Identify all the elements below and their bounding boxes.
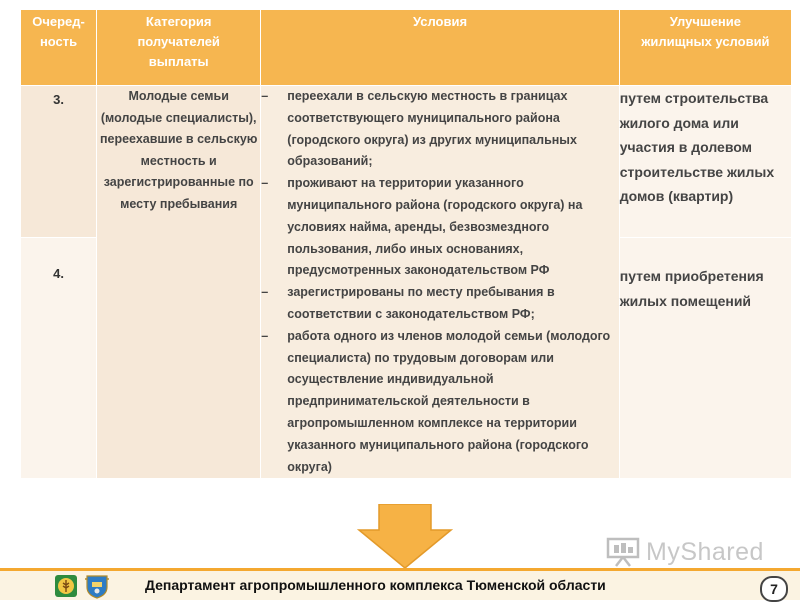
watermark-text: MyShared bbox=[646, 537, 764, 566]
header-category bbox=[97, 10, 261, 86]
header-conditions-text: Условия bbox=[412, 14, 468, 29]
region-coat-of-arms-icon bbox=[83, 573, 111, 599]
improvement-row-4: путем приобретения жилых помещений bbox=[619, 238, 791, 479]
condition-bullet: – bbox=[261, 89, 269, 103]
presentation-board-icon bbox=[606, 537, 640, 567]
improvement-row-3: путем строительства жилого дома или участия в долевом строительстве жилых домов (квартир) bbox=[619, 86, 791, 238]
page-number: 7 bbox=[760, 576, 788, 602]
table-header-row bbox=[21, 10, 792, 86]
category-text: Молодые семьи (молодые специалисты), переехавшие в сельскую местность и зарегистрированные по месту пребывания bbox=[99, 89, 258, 211]
condition-item bbox=[261, 326, 618, 479]
header-improvement-text: Улучшение жилищных условий bbox=[641, 14, 770, 49]
row-4-number: 4. bbox=[21, 238, 97, 479]
condition-text: работа одного из членов молодой семьи (молодого специалиста) по трудовым договорам или осуществление индивидуальной предпринимательской деятельности в агропромышленном комплексе на территории указанного муниципального района (городского округа) bbox=[287, 328, 611, 474]
condition-text: переехали в сельскую местность в границах соответствующего муниципального района (городского округа) из других муниципальных образований; bbox=[287, 89, 577, 169]
down-arrow-icon bbox=[357, 504, 453, 570]
header-conditions bbox=[261, 10, 619, 86]
footer-department: Департамент агропромышленного комплекса Тюменской области bbox=[145, 577, 606, 593]
condition-item bbox=[261, 173, 618, 282]
condition-bullet: – bbox=[261, 328, 269, 343]
header-order bbox=[21, 10, 97, 86]
condition-text: зарегистрированы по месту пребывания в соответствии с законодательством РФ; bbox=[287, 285, 555, 321]
condition-bullet: – bbox=[261, 285, 269, 300]
header-category-text: Категория получателей выплаты bbox=[137, 14, 220, 69]
recipients-table bbox=[20, 9, 792, 479]
header-order-text: Очеред- ность bbox=[32, 14, 85, 49]
table-row-3 bbox=[21, 86, 792, 238]
category-cell bbox=[97, 86, 261, 479]
row-3-number: 3. bbox=[21, 86, 97, 238]
condition-item bbox=[261, 282, 618, 326]
condition-item bbox=[261, 86, 618, 173]
wheat-emblem-icon bbox=[54, 574, 78, 598]
watermark bbox=[606, 537, 764, 567]
header-improvement bbox=[619, 10, 791, 86]
conditions-cell bbox=[261, 86, 619, 479]
condition-bullet: – bbox=[261, 176, 269, 191]
condition-text: проживают на территории указанного муниципального района (городского округа) на условиях найма, аренды, безвозмездного пользования, либо иных основаниях, предусмотренных законодательством РФ bbox=[287, 176, 583, 278]
